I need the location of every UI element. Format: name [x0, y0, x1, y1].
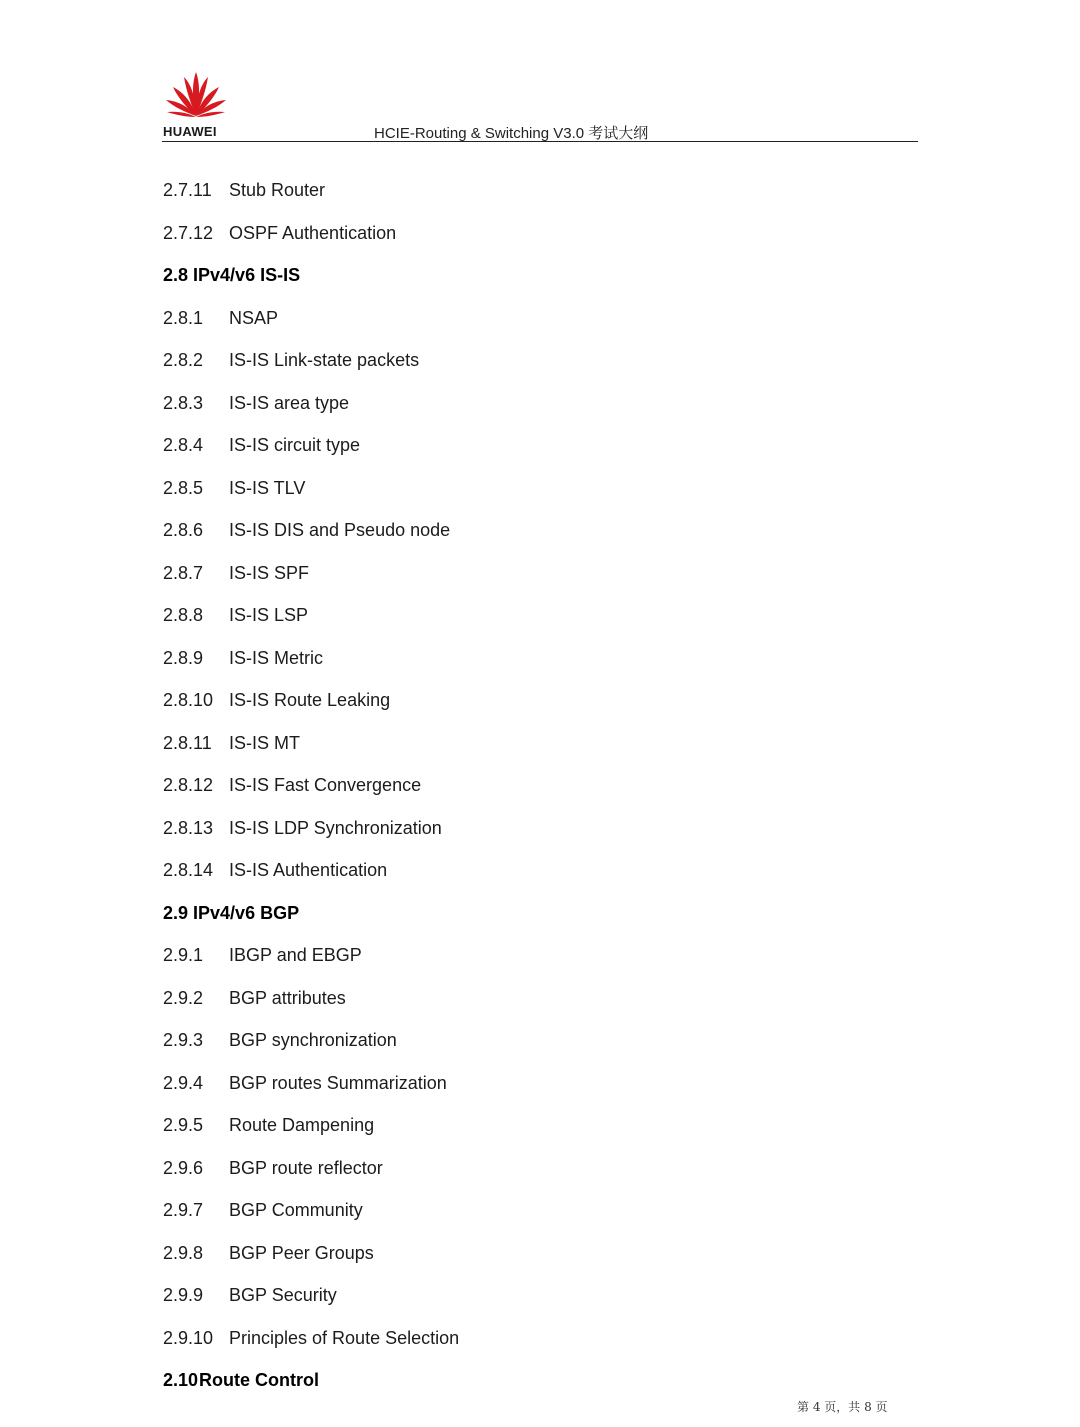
- section-number: 2.9: [163, 902, 189, 923]
- outline-number: 2.9.4: [163, 1072, 204, 1093]
- outline-number: 2.9.10: [163, 1327, 214, 1348]
- outline-number: 2.9.2: [163, 987, 204, 1008]
- outline-label: IS-IS circuit type: [229, 435, 361, 455]
- outline-item: [163, 1232, 863, 1275]
- outline-number: 2.8.1: [163, 307, 204, 328]
- outline-item: [163, 1317, 863, 1360]
- section-heading: [163, 254, 863, 297]
- section-heading: [163, 892, 863, 935]
- logo-text: HUAWEI: [163, 124, 217, 139]
- outline-item: [163, 552, 863, 595]
- outline-item: [163, 1062, 863, 1105]
- outline-item: [163, 1104, 863, 1147]
- outline-number: 2.8.5: [163, 477, 204, 498]
- outline-number: 2.7.12: [163, 222, 214, 243]
- outline-number: 2.9.8: [163, 1242, 204, 1263]
- outline-label: Route Dampening: [229, 1115, 375, 1135]
- outline-item: [163, 1274, 863, 1317]
- outline-item: [163, 679, 863, 722]
- outline-label: BGP Security: [229, 1285, 337, 1305]
- section-title: IPv4/v6 IS-IS: [193, 265, 301, 285]
- outline-number: 2.8.4: [163, 435, 204, 455]
- outline-label: BGP routes Summarization: [229, 1072, 447, 1093]
- outline-item: [163, 1147, 863, 1190]
- outline-item: [163, 424, 863, 467]
- outline-label: IS-IS Route Leaking: [229, 690, 391, 710]
- huawei-logo: [162, 70, 232, 140]
- outline-label: BGP attributes: [229, 987, 346, 1008]
- outline-number: 2.8.14: [163, 860, 214, 880]
- huawei-flower-icon: [163, 70, 229, 120]
- outline-label: NSAP: [229, 307, 279, 328]
- outline-label: BGP synchronization: [229, 1030, 397, 1050]
- outline-item: [163, 637, 863, 680]
- header-divider: [162, 141, 918, 142]
- outline-item: [163, 467, 863, 510]
- outline-label: IS-IS Authentication: [229, 860, 388, 880]
- outline-number: 2.9.5: [163, 1115, 204, 1135]
- outline-item: [163, 212, 863, 255]
- outline-item: [163, 339, 863, 382]
- outline-label: IS-IS Fast Convergence: [229, 775, 422, 795]
- outline-number: 2.8.3: [163, 392, 204, 413]
- outline-item: [163, 807, 863, 850]
- outline-number: 2.8.2: [163, 350, 204, 370]
- document-title: HCIE-Routing & Switching V3.0 考试大纲: [374, 125, 649, 142]
- outline-label: IS-IS DIS and Pseudo node: [229, 520, 451, 540]
- outline-label: IS-IS Link-state packets: [229, 350, 420, 370]
- outline-item: [163, 509, 863, 552]
- outline-label: IS-IS LSP: [229, 605, 309, 625]
- outline-number: 2.8.13: [163, 817, 214, 838]
- outline-number: 2.9.1: [163, 945, 204, 965]
- outline-item: [163, 849, 863, 892]
- outline-number: 2.9.6: [163, 1157, 204, 1178]
- outline-number: 2.8.9: [163, 647, 204, 668]
- page-number-footer: 第 4 页，共 8 页: [797, 1400, 888, 1414]
- section-title: IPv4/v6 BGP: [193, 902, 300, 923]
- outline-item: [163, 722, 863, 765]
- outline-label: IS-IS LDP Synchronization: [229, 817, 442, 838]
- section-number: 2.10: [163, 1370, 199, 1390]
- outline-number: 2.8.6: [163, 520, 204, 540]
- outline-label: Principles of Route Selection: [229, 1327, 460, 1348]
- outline-label: BGP Peer Groups: [229, 1242, 374, 1263]
- outline-number: 2.9.9: [163, 1285, 204, 1305]
- outline-item: [163, 764, 863, 807]
- section-title: Route Control: [199, 1370, 320, 1390]
- outline-item: [163, 382, 863, 425]
- outline-label: IBGP and EBGP: [229, 945, 362, 965]
- outline-item: [163, 297, 863, 340]
- outline-label: IS-IS MT: [229, 732, 300, 753]
- page-header: [162, 70, 918, 142]
- outline-item: [163, 934, 863, 977]
- outline-label: Stub Router: [229, 180, 326, 200]
- outline-item: [163, 594, 863, 637]
- outline-number: 2.9.3: [163, 1030, 204, 1050]
- outline-number: 2.8.7: [163, 562, 204, 583]
- outline-number: 2.8.10: [163, 690, 214, 710]
- outline-number: 2.7.11: [163, 180, 212, 200]
- outline-label: IS-IS TLV: [229, 477, 306, 498]
- outline-item: [163, 977, 863, 1020]
- outline-label: BGP Community: [229, 1200, 363, 1220]
- outline-label: BGP route reflector: [229, 1157, 383, 1178]
- outline-item: [163, 1019, 863, 1062]
- outline-label: IS-IS area type: [229, 392, 350, 413]
- outline-item: [163, 1189, 863, 1232]
- outline-label: IS-IS SPF: [229, 562, 310, 583]
- outline-number: 2.8.12: [163, 775, 214, 795]
- outline-number: 2.8.11: [163, 732, 212, 753]
- section-number: 2.8: [163, 265, 189, 285]
- outline-item: [163, 169, 863, 212]
- outline-number: 2.8.8: [163, 605, 204, 625]
- outline-label: IS-IS Metric: [229, 647, 324, 668]
- outline-label: OSPF Authentication: [229, 222, 397, 243]
- outline-number: 2.9.7: [163, 1200, 204, 1220]
- section-heading: [163, 1359, 863, 1402]
- syllabus-outline: [163, 169, 863, 1402]
